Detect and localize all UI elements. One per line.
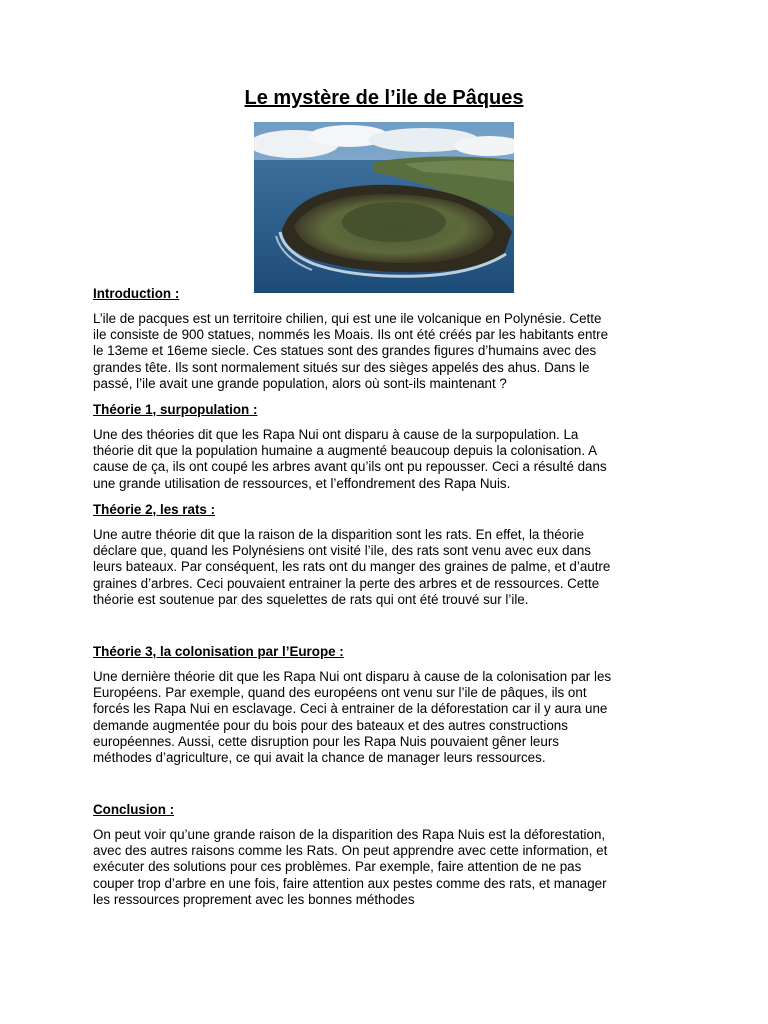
text-line: théorie dit que la population humaine a augmenté beaucoup depuis la colonisation. A bbox=[93, 443, 598, 459]
page-title: Le mystère de l’ile de Pâques bbox=[244, 87, 524, 109]
text-line: les ressources proprement avec les bonnes méthodes bbox=[93, 891, 415, 907]
text-line: passé, l’ile avait une grande population, alors où sont-ils maintenant ? bbox=[93, 375, 507, 391]
paragraph-introduction bbox=[93, 311, 683, 392]
text-line: graines d’arbres. Ceci pouvaient entrainer la perte des arbres et de ressources. Cette bbox=[93, 575, 600, 591]
heading-theorie-3: Théorie 3, la colonisation par l’Europe : bbox=[93, 644, 344, 659]
text-line: leurs bateaux. Par conséquent, les rats ont du manger des graines de palme, et d’autre bbox=[93, 559, 611, 575]
heading-theorie-2: Théorie 2, les rats : bbox=[93, 502, 216, 517]
text-line: Une dernière théorie dit que les Rapa Nui ont disparu à cause de la colonisation par les bbox=[93, 669, 612, 684]
text-line: cause de ça, ils ont coupé les arbres avant qu’ils ont pu repousser. Ceci a résulté dans bbox=[93, 459, 607, 475]
text-line: ile consiste de 900 statues, nommés les Moais. Ils ont été créés par les habitants entre bbox=[93, 327, 609, 343]
text-line: grandes tête. Ils sont normalement situés sur des sièges appelés des ahus. Dans le bbox=[93, 359, 590, 375]
paragraph-theorie-3 bbox=[93, 669, 683, 766]
text-line: méthodes d’agriculture, ce qui avait la chance de manager leurs ressources. bbox=[93, 750, 546, 766]
text-line: On peut voir qu’une grande raison de la disparition des Rapa Nuis est la déforestation, bbox=[93, 827, 606, 842]
island-photo bbox=[254, 122, 514, 293]
heading-introduction: Introduction : bbox=[93, 286, 180, 301]
text-line: exécuter des solutions pour ces problèmes. Par exemple, faire attention de ne pas bbox=[93, 859, 582, 875]
text-line: avec des autres raisons comme les Rats. On peut apprendre avec cette information, et bbox=[93, 843, 608, 859]
text-line: théorie est soutenue par des squelettes de rats qui ont été trouvé sur l’ile. bbox=[93, 591, 529, 607]
text-line: couper trop d’arbre en une fois, faire attention aux pestes comme des rats, et manager bbox=[93, 875, 607, 891]
text-line: Européens. Par exemple, quand des européens ont venu sur l’ile de pâques, ils ont bbox=[93, 685, 587, 701]
text-line: L’ile de pacques est un territoire chilien, qui est une ile volcanique en Polynésie. Cette bbox=[93, 311, 602, 326]
text-line: européennes. Aussi, cette disruption pour les Rapa Nuis pouvaient gêner leurs bbox=[93, 733, 559, 749]
text-line: forcés les Rapa Nui en esclavage. Ceci à entrainer de la déforestation car il y aura une bbox=[93, 701, 608, 717]
text-line: le 13eme et 16eme siecle. Ces statues sont des grandes figures d’humains avec des bbox=[93, 343, 597, 359]
paragraph-theorie-2 bbox=[93, 527, 683, 608]
text-line: déclare que, quand les Polynésiens ont visité l’ile, des rats sont venu avec eux dans bbox=[93, 543, 591, 559]
paragraph-theorie-1 bbox=[93, 427, 683, 492]
heading-theorie-1: Théorie 1, surpopulation : bbox=[93, 402, 258, 417]
text-line: Une autre théorie dit que la raison de la disparition sont les rats. En effet, la théorie bbox=[93, 527, 585, 542]
paragraph-conclusion bbox=[93, 827, 683, 908]
text-line: une grande utilisation de ressources, et l’effondrement des Rapa Nuis. bbox=[93, 475, 511, 491]
text-line: Une des théories dit que les Rapa Nui ont disparu à cause de la surpopulation. La bbox=[93, 427, 579, 442]
heading-conclusion: Conclusion : bbox=[93, 802, 175, 817]
text-line: demande augmentée pour du bois pour des bateaux et des autres constructions bbox=[93, 717, 568, 733]
